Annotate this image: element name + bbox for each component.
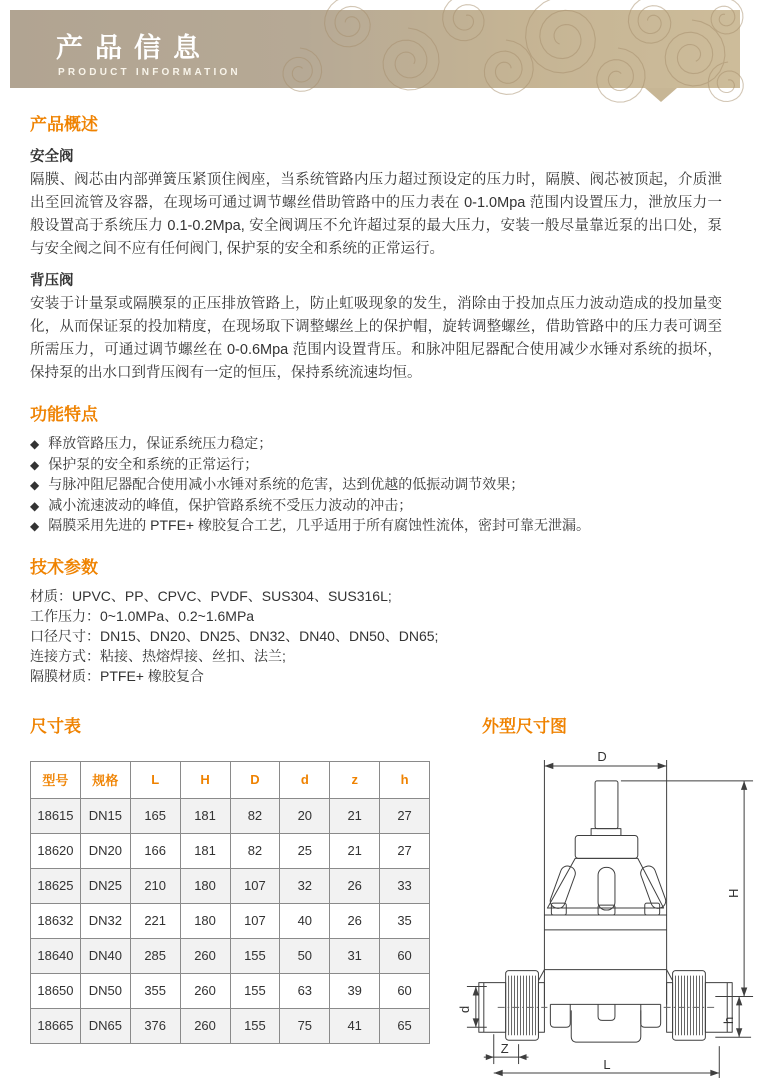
valve-bell	[547, 858, 663, 908]
feature-list	[30, 434, 722, 537]
adjust-cap	[575, 835, 638, 858]
tech-param-line: 材质：UPVC、PP、CPVC、PVDF、SUS304、SUS316L;	[30, 587, 392, 604]
table-cell: 18620	[31, 833, 81, 868]
table-cell: 18632	[31, 903, 81, 938]
table-cell: 39	[330, 973, 380, 1008]
table-row	[31, 798, 430, 833]
union-nut-right	[673, 970, 706, 1040]
banner-title: 产品信息	[56, 33, 212, 63]
cloud-pattern-decoration	[280, 10, 740, 88]
feature-item	[30, 475, 722, 496]
dim-label-h: h	[721, 1016, 737, 1024]
table-cell: 35	[380, 903, 430, 938]
table-cell: 65	[380, 1008, 430, 1043]
diamond-bullet-icon: ◆	[30, 437, 40, 451]
table-cell: 63	[280, 973, 330, 1008]
feature-item	[30, 516, 722, 537]
dimension-table-column	[30, 698, 442, 1091]
dim-table-heading: 尺寸表	[30, 716, 81, 736]
table-cell: 155	[230, 1008, 280, 1043]
table-row	[31, 1008, 430, 1043]
dim-D-arrow-left	[544, 762, 553, 768]
table-cell: 50	[280, 938, 330, 973]
table-cell: 82	[230, 833, 280, 868]
table-cell: 21	[330, 798, 380, 833]
table-cell: 20	[280, 798, 330, 833]
table-column-header: D	[230, 761, 280, 798]
table-cell: 155	[230, 973, 280, 1008]
table-cell: DN40	[80, 938, 130, 973]
table-column-header: 规格	[80, 761, 130, 798]
feature-item-text: 隔膜采用先进的 PTFE+ 橡胶复合工艺，几乎适用于所有腐蚀性流体，密封可靠无泄漏。	[48, 517, 590, 533]
table-column-header: d	[280, 761, 330, 798]
table-cell: 18625	[31, 868, 81, 903]
feature-item-text: 释放管路压力，保证系统压力稳定；	[48, 435, 273, 451]
dim-label-d: d	[456, 1005, 472, 1013]
table-cell: 107	[230, 868, 280, 903]
dim-label-Z: Z	[500, 1040, 509, 1056]
banner	[10, 10, 740, 88]
table-cell: 60	[380, 973, 430, 1008]
table-cell: 25	[280, 833, 330, 868]
table-cell: 181	[180, 833, 230, 868]
valve-outline-drawing	[454, 743, 762, 1091]
safety-valve-paragraph: 隔膜、阀芯由内部弹簧压紧顶住阀座，当系统管路内压力超过预设定的压力时，隔膜、阀芯被顶起，介质泄出至回流管及容器，在现场可通过调节螺丝借助管路中的压力表在 0-1.0Mpa 范围内设置压力，泄放压力一般设置高于系统压力 0.1-0.2Mpa, 安全阀调压不允许超过泵的最大压力，安装一般尽量靠近泵的出口处，泵与安全阀之间不应有任何阀门, 保护泵的安全和系统的正常运行。	[30, 172, 722, 257]
tech-params-list	[30, 586, 722, 686]
table-cell: 82	[230, 798, 280, 833]
table-header-row	[31, 761, 430, 798]
table-row	[31, 903, 430, 938]
table-cell: 155	[230, 938, 280, 973]
tech-params-heading: 技术参数	[30, 557, 98, 577]
table-cell: 260	[180, 938, 230, 973]
table-cell: DN32	[80, 903, 130, 938]
table-cell: 165	[130, 798, 180, 833]
table-cell: 210	[130, 868, 180, 903]
back-pressure-valve-title: 背压阀	[30, 273, 74, 289]
stem-collar	[591, 828, 621, 835]
feature-item	[30, 434, 722, 455]
table-cell: 60	[380, 938, 430, 973]
feature-item-text: 减小流速波动的峰值，保护管路系统不受压力波动的冲击；	[48, 496, 413, 513]
table-cell: 75	[280, 1008, 330, 1043]
content	[30, 96, 742, 1091]
table-cell: 27	[380, 798, 430, 833]
table-cell: 41	[330, 1008, 380, 1043]
table-cell: DN65	[80, 1008, 130, 1043]
tech-param-line: 工作压力：0~1.0MPa、0.2~1.6MPa	[30, 607, 255, 624]
table-row	[31, 833, 430, 868]
tech-param-line: 隔膜材质：PTFE+ 橡胶复合	[30, 667, 204, 684]
table-cell: 31	[330, 938, 380, 973]
bottom-row	[30, 698, 742, 1091]
back-pressure-valve-paragraph: 安装于计量泵或隔膜泵的正压排放管路上，防止虹吸现象的发生，消除由于投加点压力波动造成的投加量变化，从而保证泵的投加精度，在现场取下调整螺丝上的保护帽，旋转调整螺丝，借助管路中的压力表可调至所需压力，可通过调节螺丝在 0-0.6Mpa 范围内设置背压。和脉冲阻尼器配合使用减少水锤对系统的损坏，保持泵的出水口到背压阀有一定的恒压，保持系统流速均恒。	[30, 296, 722, 381]
table-cell: 18615	[31, 798, 81, 833]
diamond-bullet-icon: ◆	[30, 478, 40, 492]
table-cell: 40	[280, 903, 330, 938]
table-cell: 285	[130, 938, 180, 973]
union-nut-left	[506, 970, 539, 1040]
features-heading: 功能特点	[30, 405, 98, 424]
table-cell: DN15	[80, 798, 130, 833]
outlet-skirt	[571, 1010, 641, 1042]
body-foot-right	[641, 1004, 661, 1027]
table-cell: 33	[380, 868, 430, 903]
table-column-header: h	[380, 761, 430, 798]
feature-item-text: 与脉冲阻尼器配合使用减小水锤对系统的危害，达到优越的低振动调节效果；	[48, 476, 525, 492]
table-cell: 26	[330, 903, 380, 938]
table-cell: DN50	[80, 973, 130, 1008]
table-row	[31, 938, 430, 973]
overview-heading: 产品概述	[30, 115, 98, 134]
table-cell: 260	[180, 1008, 230, 1043]
table-column-header: 型号	[31, 761, 81, 798]
table-cell: 26	[330, 868, 380, 903]
table-cell: 221	[130, 903, 180, 938]
table-cell: 27	[380, 833, 430, 868]
feature-item-text: 保护泵的安全和系统的正常运行；	[48, 455, 259, 472]
table-cell: 32	[280, 868, 330, 903]
outline-drawing-column	[442, 698, 762, 1091]
feature-item	[30, 496, 722, 517]
dim-label-D: D	[597, 748, 607, 764]
outline-drawing-heading: 外型尺寸图	[482, 716, 567, 736]
table-cell: 166	[130, 833, 180, 868]
table-row	[31, 868, 430, 903]
table-cell: 260	[180, 973, 230, 1008]
bell-slot-middle	[598, 867, 615, 910]
body-foot-left	[550, 1004, 570, 1027]
table-cell: DN20	[80, 833, 130, 868]
feature-item	[30, 455, 722, 476]
table-column-header: H	[180, 761, 230, 798]
union-nut-knurling	[509, 975, 703, 1035]
table-cell: 376	[130, 1008, 180, 1043]
table-cell: 181	[180, 798, 230, 833]
table-cell: DN25	[80, 868, 130, 903]
table-cell: 107	[230, 903, 280, 938]
diamond-bullet-icon: ◆	[30, 498, 40, 513]
table-row	[31, 973, 430, 1008]
valve-stem	[595, 780, 618, 828]
safety-valve-title: 安全阀	[30, 149, 74, 165]
table-cell: 21	[330, 833, 380, 868]
tech-param-line: 连接方式：粘接、热熔焊接、丝扣、法兰;	[30, 647, 286, 664]
dim-label-H: H	[726, 887, 742, 898]
body-center-tab	[598, 1004, 615, 1020]
diamond-bullet-icon: ◆	[30, 519, 40, 533]
dim-label-L: L	[603, 1056, 611, 1072]
table-cell: 18665	[31, 1008, 81, 1043]
table-cell: 355	[130, 973, 180, 1008]
banner-subtitle: PRODUCT INFORMATION	[58, 67, 241, 78]
dimension-table	[30, 761, 430, 1044]
diamond-bullet-icon: ◆	[30, 457, 40, 472]
table-cell: 18650	[31, 973, 81, 1008]
table-cell: 180	[180, 903, 230, 938]
dim-D-arrow-right	[658, 762, 667, 768]
table-column-header: z	[330, 761, 380, 798]
table-column-header: L	[130, 761, 180, 798]
table-cell: 18640	[31, 938, 81, 973]
tech-param-line: 口径尺寸：DN15、DN20、DN25、DN32、DN40、DN50、DN65;	[30, 627, 439, 644]
table-cell: 180	[180, 868, 230, 903]
